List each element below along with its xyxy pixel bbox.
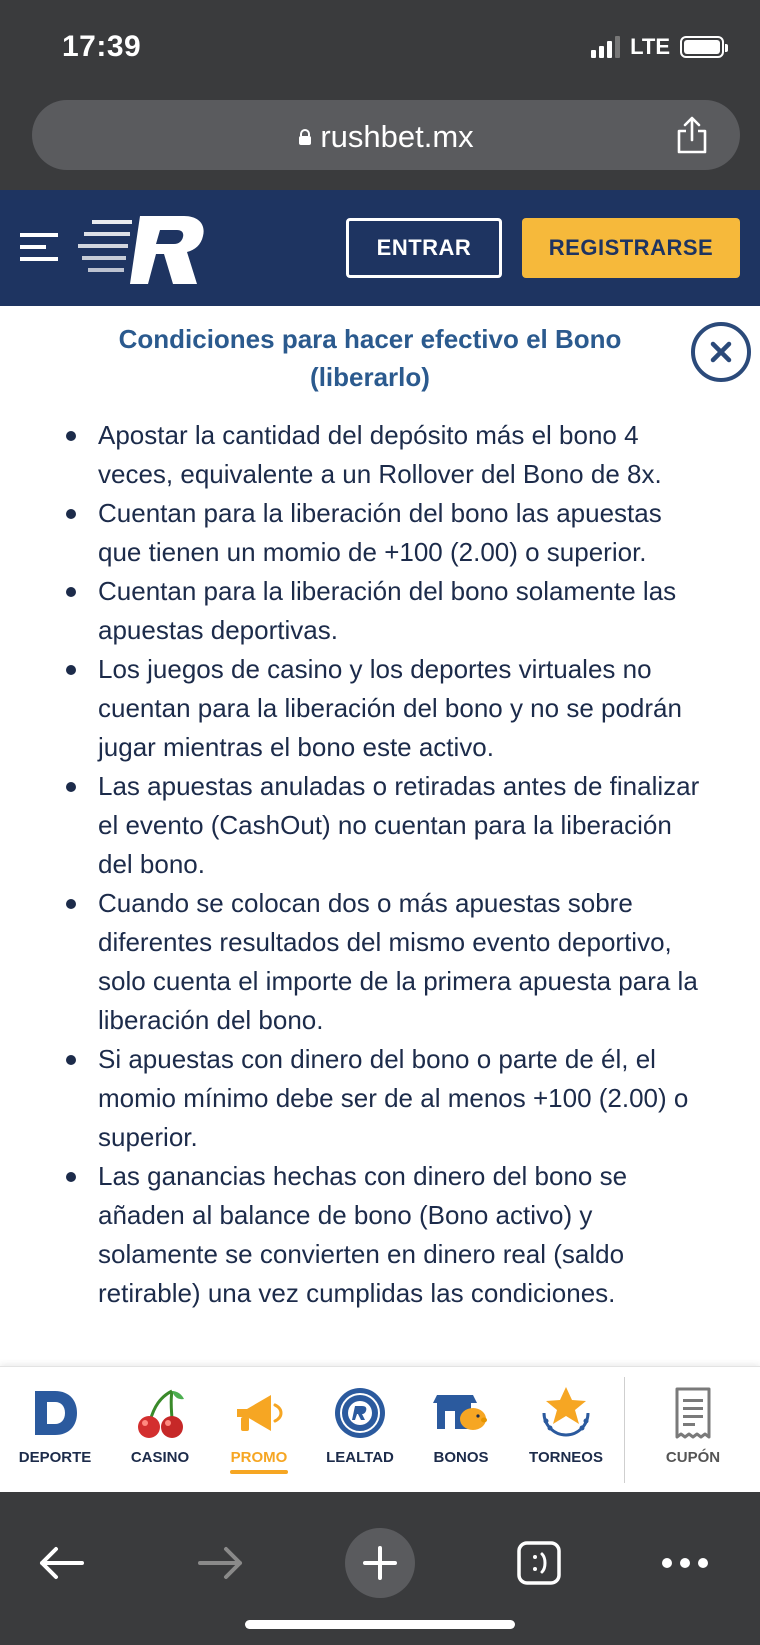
status-time: 17:39 — [62, 30, 142, 63]
browser-toolbar — [0, 1492, 760, 1645]
forward-arrow-icon — [198, 1545, 244, 1581]
condition-item: Cuentan para la liberación del bono las apuestas que tienen un momio de +100 (2.00) o superior. — [62, 494, 702, 572]
nav-lealtad[interactable]: LEALTAD — [310, 1383, 410, 1466]
condition-item: Cuando se colocan dos o más apuestas sobre diferentes resultados del mismo evento deportivo, solo cuenta el importe de la primera apuesta para la liberación del bono. — [62, 884, 702, 1040]
active-tab-indicator — [230, 1470, 288, 1474]
lock-icon — [298, 129, 312, 145]
status-bar — [0, 0, 760, 92]
tabs-smiley-icon — [516, 1540, 562, 1586]
address-bar[interactable] — [32, 100, 740, 170]
condition-item: Si apuestas con dinero del bono o parte de él, el momio mínimo debe ser de al menos +100 (2.00) o superior. — [62, 1040, 702, 1157]
deporte-icon — [25, 1383, 85, 1443]
login-button[interactable]: ENTRAR — [346, 218, 502, 278]
nav-bonos[interactable]: BONOS — [411, 1383, 511, 1466]
rush-rewards-icon — [330, 1383, 390, 1443]
megaphone-icon — [229, 1383, 289, 1443]
url-text: rushbet.mx — [320, 119, 474, 154]
plus-circle-icon — [345, 1528, 415, 1598]
condition-item: Cuentan para la liberación del bono solamente las apuestas deportivas. — [62, 572, 702, 650]
home-indicator — [245, 1620, 515, 1629]
condition-item: Las ganancias hechas con dinero del bono se añaden al balance de bono (Bono activo) y solamente se convierten en dinero real (saldo retirable) una vez cumplidas las condiciones. — [62, 1157, 702, 1313]
browser-address-area — [0, 92, 760, 190]
more-options-button[interactable] — [650, 1528, 720, 1598]
back-button[interactable] — [26, 1528, 96, 1598]
rushbet-logo[interactable] — [78, 210, 208, 290]
cherries-icon — [130, 1383, 190, 1443]
site-header — [0, 190, 760, 306]
battery-icon — [680, 36, 724, 58]
network-type: LTE — [630, 34, 670, 59]
close-icon — [709, 340, 733, 364]
piggy-bank-icon — [431, 1383, 491, 1443]
bonus-conditions-modal — [0, 306, 760, 1366]
tabs-button[interactable] — [504, 1528, 574, 1598]
conditions-list — [62, 416, 702, 1313]
hamburger-menu-icon[interactable] — [20, 230, 58, 264]
signal-icon — [591, 36, 620, 58]
back-arrow-icon — [38, 1545, 84, 1581]
nav-deporte[interactable]: DEPORTE — [5, 1383, 105, 1466]
new-tab-button[interactable] — [345, 1528, 415, 1598]
nav-cupon[interactable]: CUPÓN — [643, 1383, 743, 1466]
receipt-icon — [663, 1383, 723, 1443]
register-button[interactable]: REGISTRARSE — [522, 218, 740, 278]
nav-torneos[interactable]: TORNEOS — [516, 1383, 616, 1466]
close-modal-button[interactable] — [691, 322, 751, 382]
star-laurel-icon — [536, 1383, 596, 1443]
condition-item: Apostar la cantidad del depósito más el bono 4 veces, equivalente a un Rollover del Bono de 8x. — [62, 416, 702, 494]
url-display[interactable] — [32, 119, 740, 155]
share-icon[interactable] — [674, 116, 710, 154]
nav-promo[interactable]: PROMO — [209, 1383, 309, 1474]
more-dots-icon — [661, 1557, 709, 1569]
modal-title: Condiciones para hacer efectivo el Bono (liberarlo) — [118, 324, 622, 392]
condition-item: Los juegos de casino y los deportes virtuales no cuentan para la liberación del bono y no se podrán jugar mientras el bono este activo. — [62, 650, 702, 767]
status-indicators — [591, 34, 724, 60]
nav-casino[interactable]: CASINO — [110, 1383, 210, 1466]
app-bottom-nav — [0, 1366, 760, 1492]
nav-divider — [624, 1377, 625, 1483]
condition-item: Las apuestas anuladas o retiradas antes de finalizar el evento (CashOut) no cuentan para la liberación del bono. — [62, 767, 702, 884]
forward-button[interactable] — [186, 1528, 256, 1598]
